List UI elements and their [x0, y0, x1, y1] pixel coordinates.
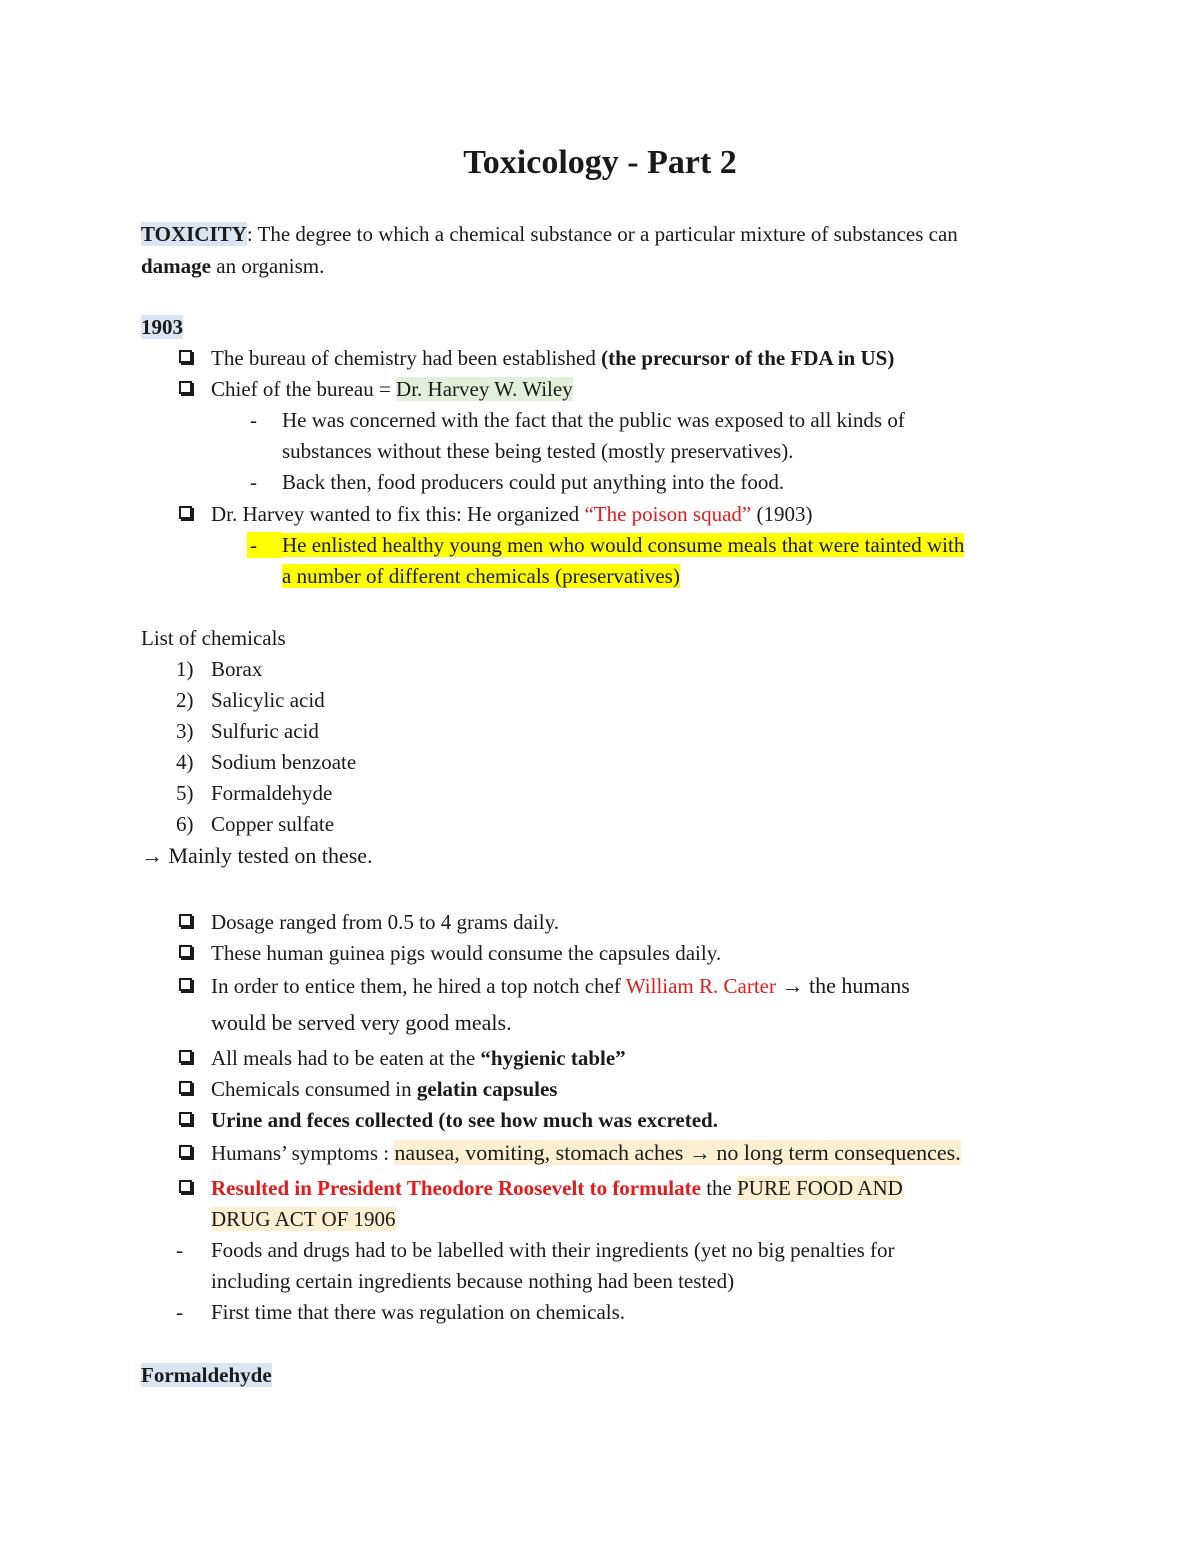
toxicity-def-tail: an organism.: [211, 254, 325, 278]
sub-bullet-food-producers: Back then, food producers could put anything into the food.: [282, 470, 785, 494]
bullet-poison-squad: [211, 501, 812, 527]
checkbox-bullet-icon: [179, 1112, 192, 1125]
chemical-name: Formaldehyde: [211, 781, 333, 805]
formaldehyde-heading: [141, 1362, 272, 1388]
bullet-roosevelt-cont: [211, 1206, 396, 1232]
bullet-chef: [211, 973, 910, 999]
dash-item-regulation: First time that there was regulation on chemicals.: [211, 1300, 626, 1324]
dash-item-labelled-2: including certain ingredients because nothing had been tested): [211, 1269, 735, 1293]
roosevelt-text: Resulted in President Theodore Roosevelt to formulate: [211, 1176, 701, 1200]
checkbox-bullet-icon: [179, 945, 192, 958]
chemical-name: Salicylic acid: [211, 688, 325, 712]
dash-bullet: -: [176, 1238, 183, 1262]
chemical-number: 1): [176, 657, 194, 681]
dash-bullet: -: [176, 1300, 183, 1324]
bullet-text: Chemicals consumed in: [211, 1077, 417, 1101]
bullet-text: the: [700, 1176, 738, 1200]
poison-squad-name: “The poison squad”: [584, 502, 752, 526]
toxicity-definition: [141, 221, 958, 247]
dash-bullet: -: [250, 470, 257, 494]
sub-bullet-enlisted-1: [282, 532, 964, 558]
bullet-bureau: [211, 345, 894, 371]
year-heading-text: 1903: [141, 315, 183, 339]
year-heading: [141, 314, 183, 340]
bullet-text: All meals had to be eaten at the: [211, 1046, 481, 1070]
chef-name: William R. Carter: [625, 974, 776, 998]
bullet-text: In order to entice them, he hired a top notch chef: [211, 974, 626, 998]
chemical-number: 3): [176, 719, 194, 743]
checkbox-bullet-icon: [179, 1180, 192, 1193]
bullet-bold: (the precursor of the FDA in US): [601, 346, 895, 370]
formaldehyde-heading-text: Formaldehyde: [141, 1363, 272, 1387]
bullet-text: Dr. Harvey wanted to fix this: He organized: [211, 502, 585, 526]
page-title: Toxicology - Part 2: [463, 144, 737, 181]
bullet-chief: [211, 376, 573, 402]
sub-bullet-enlisted-2: [282, 563, 680, 589]
checkbox-bullet-icon: [179, 914, 192, 927]
dash-bullet: -: [250, 408, 257, 432]
bullet-bold: gelatin capsules: [416, 1077, 558, 1101]
toxicity-def-text: : The degree to which a chemical substance or a particular mixture of substances can: [246, 222, 958, 246]
chemicals-note: → Mainly tested on these.: [141, 843, 373, 868]
chemical-name: Copper sulfate: [211, 812, 335, 836]
chemical-number: 6): [176, 812, 194, 836]
dash-bullet: -: [247, 532, 282, 558]
bullet-bold: “hygienic table”: [480, 1046, 626, 1070]
bullet-highlight: Dr. Harvey W. Wiley: [396, 377, 573, 401]
checkbox-bullet-icon: [179, 1050, 192, 1063]
highlight-text: He enlisted healthy young men who would consume meals that were tainted with: [282, 533, 965, 557]
bullet-symptoms: [211, 1140, 961, 1166]
bullet-text: The bureau of chemistry had been established: [211, 346, 602, 370]
chemical-name: Borax: [211, 657, 263, 681]
chemical-number: 4): [176, 750, 194, 774]
dash-item-labelled-1: Foods and drugs had to be labelled with their ingredients (yet no big penalties for: [211, 1238, 895, 1262]
checkbox-bullet-icon: [179, 381, 192, 394]
symptoms-highlight: nausea, vomiting, stomach aches → no long term consequences.: [394, 1140, 961, 1165]
checkbox-bullet-icon: [179, 1081, 192, 1094]
bullet-gelatin: [211, 1076, 557, 1102]
checkbox-bullet-icon: [179, 1145, 192, 1158]
toxicity-damage: damage: [141, 254, 211, 278]
bullet-tail: (1903): [751, 502, 813, 526]
checkbox-bullet-icon: [179, 506, 192, 519]
bullet-guinea-pigs: These human guinea pigs would consume the capsules daily.: [211, 941, 722, 965]
sub-bullet-concern-2: substances without these being tested (mostly preservatives).: [282, 439, 794, 463]
bullet-text: Chief of the bureau =: [211, 377, 397, 401]
chemical-name: Sulfuric acid: [211, 719, 319, 743]
toxicity-definition-cont: [141, 253, 324, 279]
chemicals-heading: List of chemicals: [141, 626, 286, 650]
bullet-chef-cont: would be served very good meals.: [211, 1010, 512, 1035]
toxicity-term: TOXICITY: [141, 222, 247, 246]
checkbox-bullet-icon: [179, 350, 192, 363]
act-highlight: PURE FOOD AND: [737, 1176, 903, 1200]
sub-bullet-concern-1: He was concerned with the fact that the public was exposed to all kinds of: [282, 408, 905, 432]
bullet-tail: → the humans: [776, 973, 910, 998]
chemical-number: 5): [176, 781, 194, 805]
bullet-hygienic-table: [211, 1045, 626, 1071]
bullet-roosevelt: [211, 1175, 903, 1201]
chemical-number: 2): [176, 688, 194, 712]
bullet-dosage: Dosage ranged from 0.5 to 4 grams daily.: [211, 910, 559, 934]
highlight-text: a number of different chemicals (preservatives): [282, 564, 680, 588]
bullet-urine-feces: Urine and feces collected (to see how much was excreted.: [211, 1108, 718, 1132]
bullet-text: Humans’ symptoms :: [211, 1141, 395, 1165]
chemical-name: Sodium benzoate: [211, 750, 357, 774]
checkbox-bullet-icon: [179, 978, 192, 991]
act-highlight: DRUG ACT OF 1906: [211, 1207, 396, 1231]
